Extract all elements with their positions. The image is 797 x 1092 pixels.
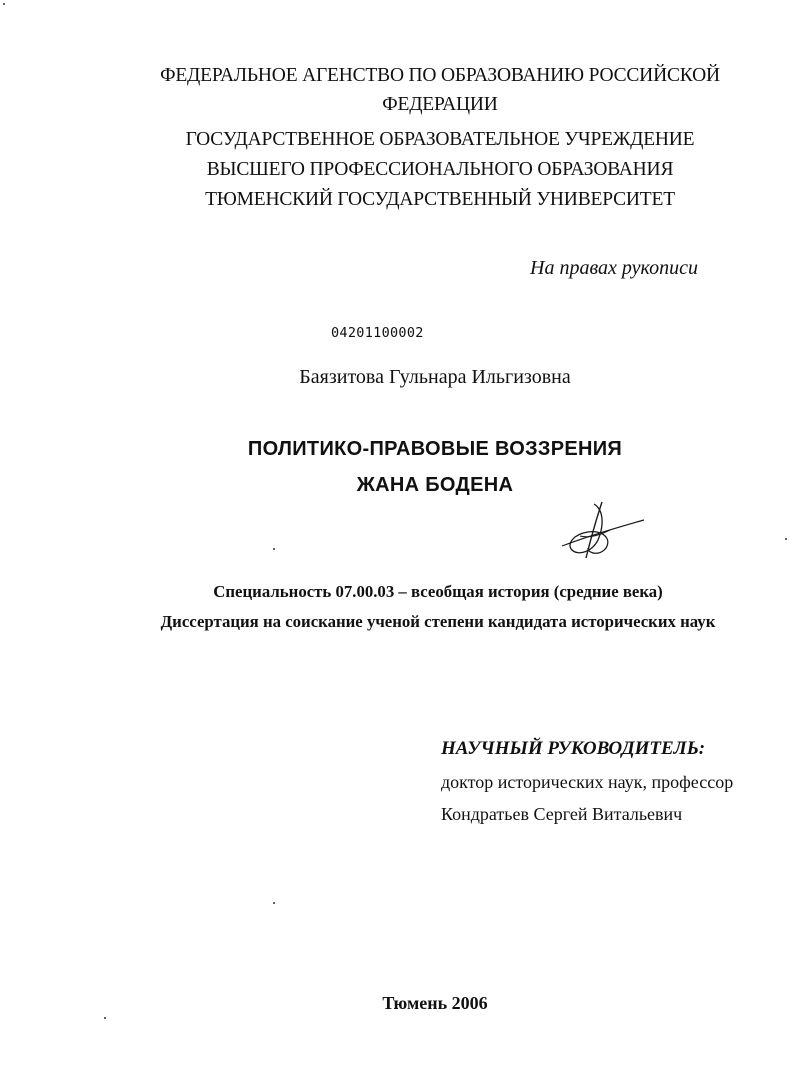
supervisor-name: Кондратьев Сергей Витальевич — [441, 804, 683, 824]
scan-speck — [273, 902, 275, 904]
university-name: ТЮМЕНСКИЙ ГОСУДАРСТВЕННЫЙ УНИВЕРСИТЕТ — [205, 189, 675, 210]
catalog-number: 04201100002 — [331, 325, 424, 341]
agency-line-2: ФЕДЕРАЦИИ — [382, 94, 498, 115]
supervisor-heading: НАУЧНЫЙ РУКОВОДИТЕЛЬ: — [441, 738, 706, 759]
thesis-title-line-2: ЖАНА БОДЕНА — [356, 474, 514, 496]
scan-speck — [104, 1017, 106, 1019]
city-year: Тюмень 2006 — [382, 993, 488, 1013]
scan-speck — [3, 3, 5, 5]
scan-speck — [273, 548, 275, 550]
scan-speck — [785, 538, 787, 540]
thesis-title-line-1: ПОЛИТИКО-ПРАВОВЫЕ ВОЗЗРЕНИЯ — [247, 438, 623, 460]
supervisor-credentials: доктор исторических наук, профессор — [441, 772, 734, 792]
author-name: Баязитова Гульнара Ильгизовна — [299, 366, 571, 388]
signature-icon — [558, 500, 648, 562]
institution-line-2: ВЫСШЕГО ПРОФЕССИОНАЛЬНОГО ОБРАЗОВАНИЯ — [206, 159, 674, 180]
degree-line: Диссертация на соискание ученой степени кандидата исторических наук — [160, 612, 716, 631]
specialty-line: Специальность 07.00.03 – всеобщая история (средние века) — [213, 582, 663, 601]
institution-line-1: ГОСУДАРСТВЕННОЕ ОБРАЗОВАТЕЛЬНОЕ УЧРЕЖДЕНИЕ — [185, 129, 695, 150]
manuscript-note: На правах рукописи — [530, 257, 698, 279]
agency-line-1: ФЕДЕРАЛЬНОЕ АГЕНСТВО ПО ОБРАЗОВАНИЮ РОССИЙСКОЙ — [160, 65, 720, 86]
